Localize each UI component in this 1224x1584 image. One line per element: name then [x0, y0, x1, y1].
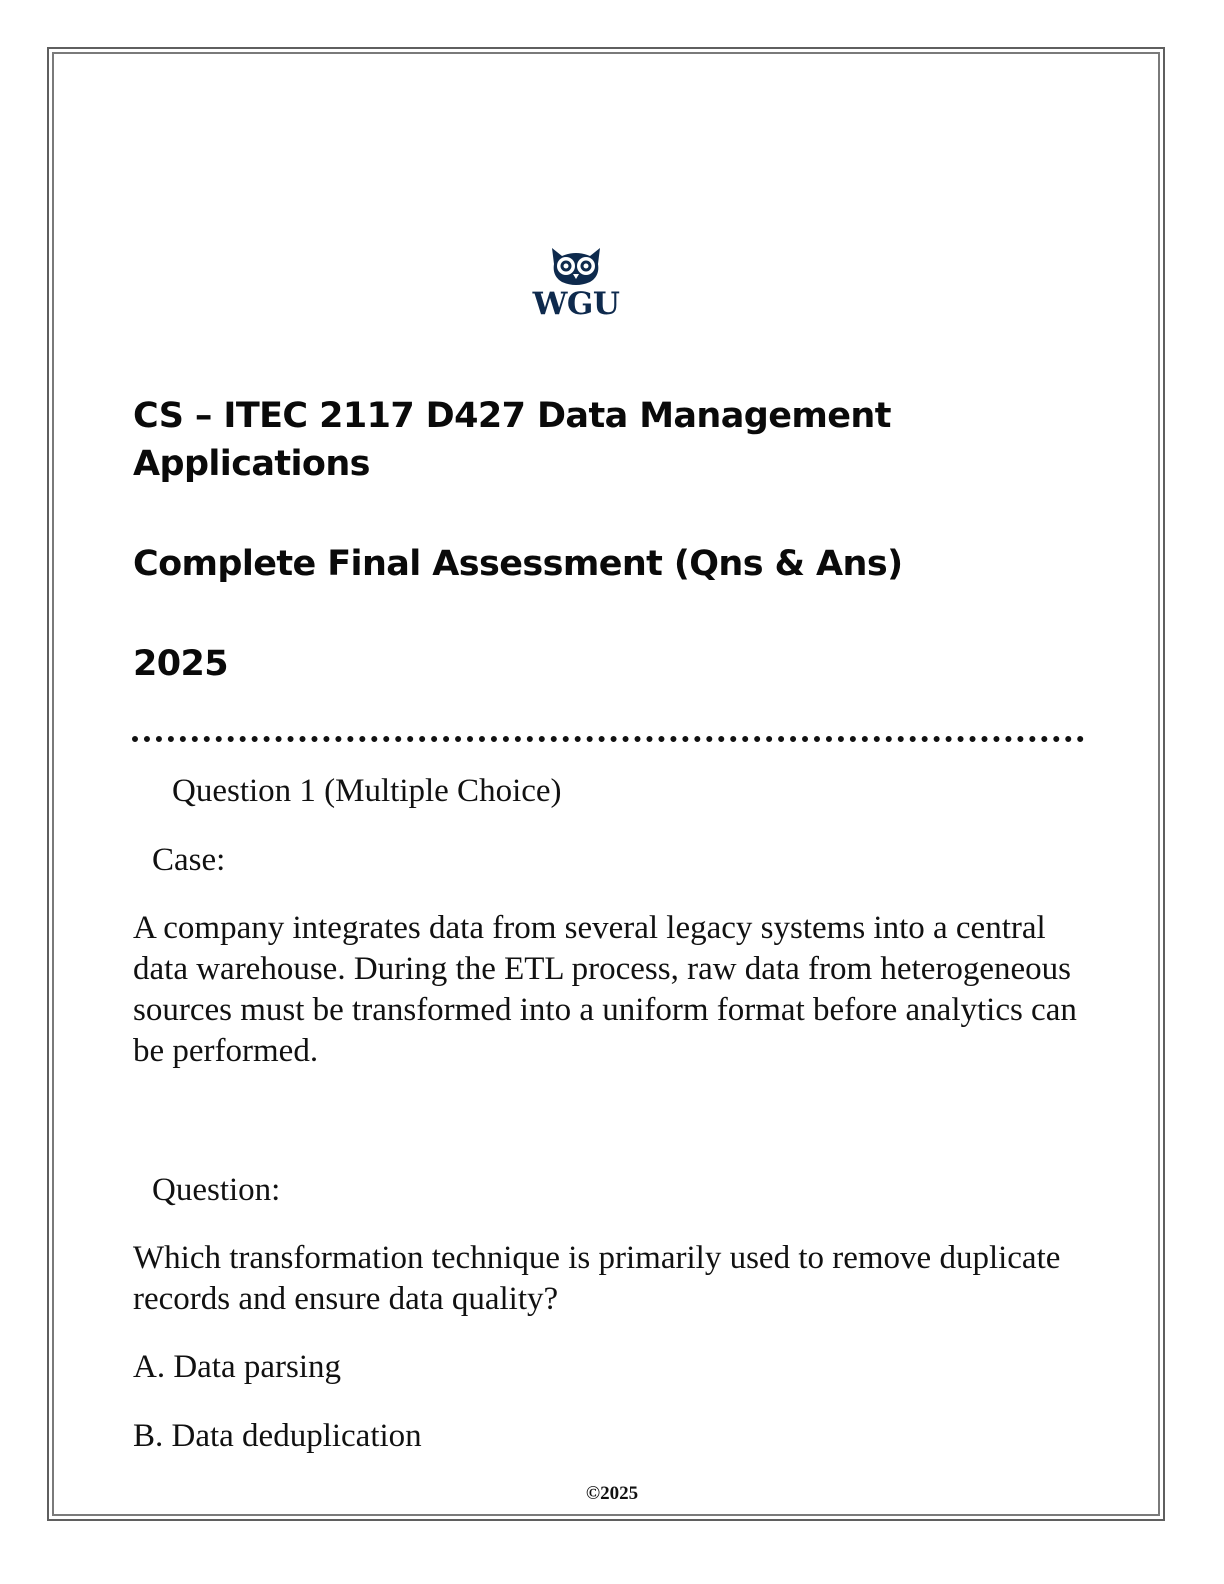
option-a: A. Data parsing [133, 1349, 342, 1385]
case-text: A company integrates data from several legacy systems into a central data warehouse. During the ETL process, raw data from heterogeneous sources must be transformed into a uniform format before analytics can be performed. [133, 910, 1077, 1069]
owl-icon [546, 244, 606, 288]
option-b: B. Data deduplication [133, 1418, 422, 1454]
document-year: 2025 [133, 644, 229, 684]
question-heading: Question 1 (Multiple Choice) [172, 773, 562, 809]
logo-text: WGU [532, 286, 620, 322]
wgu-logo [526, 244, 626, 328]
copyright-footer: ©2025 [585, 1483, 639, 1504]
question-label: Question: [152, 1172, 281, 1208]
question-text: Which transformation technique is primarily used to remove duplicate records and ensure data quality? [133, 1240, 1061, 1317]
dotted-divider [132, 736, 1084, 742]
case-label: Case: [152, 842, 226, 878]
document-subtitle: Complete Final Assessment (Qns & Ans) [133, 544, 903, 584]
course-title: CS – ITEC 2117 D427 Data Management Applications [133, 396, 891, 484]
